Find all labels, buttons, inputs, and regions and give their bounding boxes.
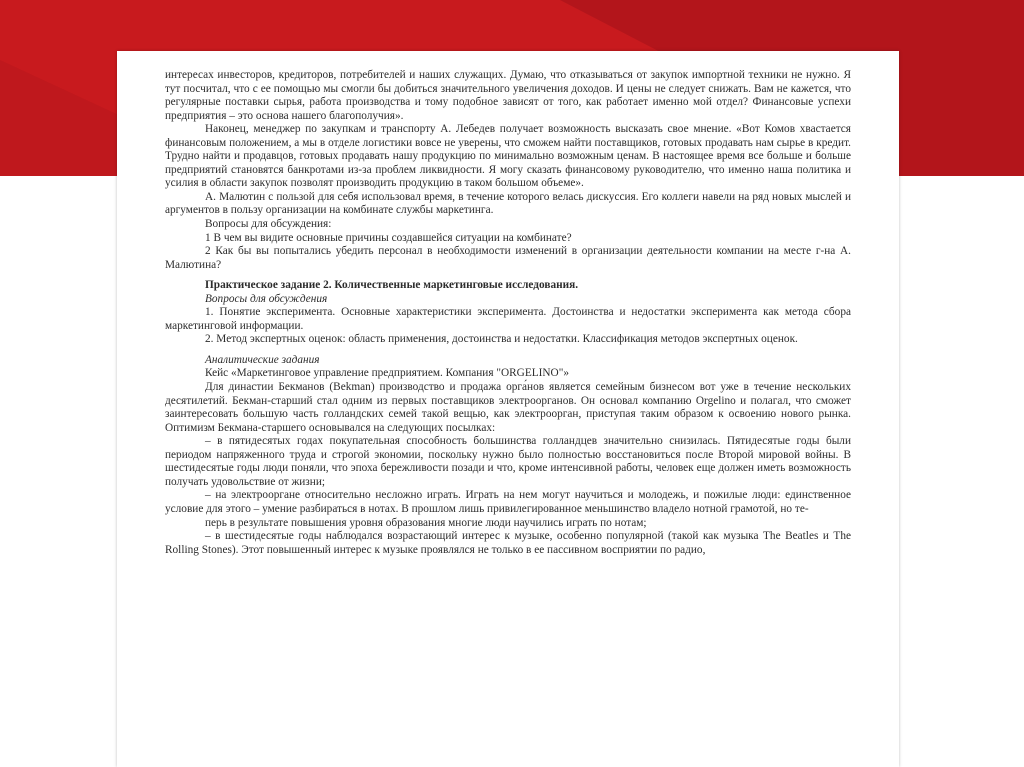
question-item: 1 В чем вы видите основные причины создавшейся ситуации на комбинате? xyxy=(205,231,572,244)
paragraph: А. Малютин с пользой для себя использовал время, в течение которого велась дискуссия. Его коллеги навели на ряд новых мыслей и аргументов в пользу организации на комбинате службы маркетинга. xyxy=(165,190,851,217)
task-title: Практическое задание 2. Количественные маркетинговые исследования. xyxy=(205,279,579,292)
paragraph: Наконец, менеджер по закупкам и транспорту А. Лебедев получает возможность высказать свое мнение. «Вот Комов хвастается финансовым положением, а мы в отделе логистики вовсе не уверены, что сможем найти поставщиков, готовых продавать нам сырье в кредит. Трудно найти и продавцов, готовых продавать нашу продукцию по минимально возможным ценам. В настоящее время все больше и больше предприятий становятся банкротами из-за проблем ликвидности. Я могу сказать финансовому руководителю, что именно наша политика и усилия в области закупок позволят производить продукцию в таком большом объеме». xyxy=(165,123,851,190)
paragraph: – на электрооргане относительно несложно играть. Играть на нем могут научиться и молодежь, и пожилые люди: единственное условие для этого – умение разбираться в нотах. В прошлом лишь привилегированное меньшинство владело нотной грамотой, но те- xyxy=(165,489,851,515)
question-item: 2 Как бы вы попытались убедить персонал в необходимости изменений в организации деятельности компании на месте г-на А. Малютина? xyxy=(165,245,851,271)
paragraph: интересах инвесторов, кредиторов, потребителей и наших служащих. Думаю, что отказываться от закупок импортной техники не нужно. Я тут посчитал, что с ее помощью мы смогли бы добиться значительного увеличения доходов. И цены не следует снижать. Вам не кажется, что регулярные поставки сырья, работа производства и тому подобное зависят от того, как работает именно мой отдел? Финансовые успехи предприятия – это основа нашего благополучия». xyxy=(165,69,851,122)
paragraph: перь в результате повышения уровня образования многие люди научились играть по нотам; xyxy=(205,516,647,529)
paragraph: – в пятидесятых годах покупательная способность большинства голландцев значительно снизилась. Пятидесятые годы были периодом напряженного труда и строгой экономии, поскольку нужно было полностью восстановиться после Второй мировой войны. В шестидесятые годы люди поняли, что эпоха бережливости позади и что, кроме интенсивной работы, человек еще должен иметь возможность получать удовольствие от жизни; xyxy=(165,435,851,488)
analytic-heading: Аналитические задания xyxy=(205,353,320,366)
questions-heading: Вопросы для обсуждения: xyxy=(205,218,332,231)
document-text xyxy=(165,69,851,557)
task-questions-heading: Вопросы для обсуждения xyxy=(205,292,328,305)
task-question: 2. Метод экспертных оценок: область применения, достоинства и недостатки. Классификация методов экспертных оценок. xyxy=(205,333,798,346)
task-question: 1. Понятие эксперимента. Основные характеристики эксперимента. Достоинства и недостатки эксперимента как метода сбора маркетинговой информации. xyxy=(165,306,851,332)
paragraph: Для династии Бекманов (Bekman) производство и продажа орга́нов является семейным бизнесом вот уже в течение нескольких десятилетий. Бекман-старший стал одним из первых поставщиков электроорганов. Он основал компанию Orgelino и полагал, что сможет заинтересовать большую часть голландских семей такой вещью, как электроорган, приступая таким образом к освоению нового рынка. Оптимизм Бекмана-старшего основывался на следующих посылках: xyxy=(165,381,851,434)
paragraph: – в шестидесятые годы наблюдался возрастающий интерес к музыке, особенно популярной (такой как музыка The Beatles и The Rolling Stones). Этот повышенный интерес к музыке проявлялся не только в ее пассивном восприятии по радио, xyxy=(165,530,851,556)
document-page xyxy=(117,51,899,767)
case-title: Кейс «Маркетинговое управление предприятием. Компания "ORGELINO"» xyxy=(205,367,569,380)
